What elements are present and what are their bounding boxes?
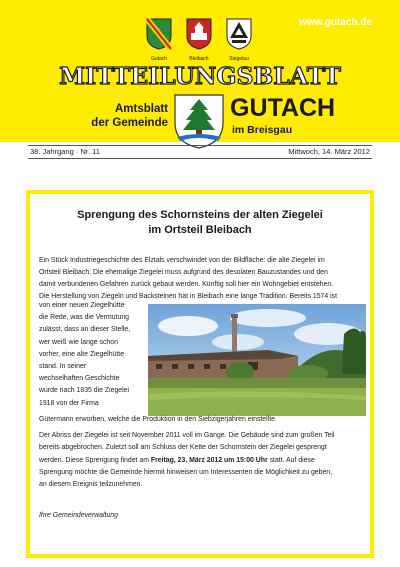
wrapped-line: die Rede, was die Vermutung xyxy=(39,314,130,322)
wrapped-line: vorher, eine alte Ziegelhütte xyxy=(39,350,125,358)
paragraph-3-text: statt. Auf diese xyxy=(267,456,315,464)
paragraph-3-line-date xyxy=(39,455,334,467)
paragraph-3-text: werden. Diese Sprengung findet am xyxy=(39,456,151,464)
wrapped-line: 1918 von der Firma xyxy=(39,399,99,407)
wrapped-line: wechselhaften Geschichte xyxy=(39,375,120,383)
wrapped-line: stand. In seiner xyxy=(39,363,87,371)
headline-line-1: Sprengung des Schornsteins der alten Ziegelei xyxy=(77,209,323,221)
blast-date-time: Freitag, 23. März 2012 um 15:00 Uhr xyxy=(150,456,268,464)
fir-tree-crest-icon xyxy=(172,93,226,149)
wrapped-line: wurde nach 1835 die Ziegelei xyxy=(39,387,130,395)
paragraph-1-line: Ein Stück Industriegeschichte des Elztals verschwindet von der Bildfläche: die alte Ziegelei im xyxy=(39,257,325,264)
ziegelei-photo xyxy=(148,304,366,416)
signature: Ihre Gemeindeverwaltung xyxy=(39,512,118,519)
article-headline xyxy=(30,208,370,238)
headline-line-2: im Ortsteil Bleibach xyxy=(148,224,252,236)
masthead-banner xyxy=(0,0,400,142)
wrapped-line: zulässt, dass an dieser Stelle, xyxy=(39,326,131,334)
article-box xyxy=(26,190,374,558)
paragraph-1 xyxy=(39,255,333,291)
meta-rule-bottom xyxy=(28,158,372,159)
crest-label-bleibach: Bleibach xyxy=(189,56,209,62)
gutach-crest-icon xyxy=(146,18,172,50)
town-subtitle: im Breisgau xyxy=(232,124,293,136)
issue-number: 38. Jahrgang · Nr. 11 xyxy=(30,147,100,156)
bleibach-crest-icon xyxy=(186,18,212,50)
wrapped-line: von einer neuen Ziegelhütte xyxy=(39,302,125,309)
masthead-title: MITTEILUNGSBLATT xyxy=(59,62,341,90)
website-url[interactable]: www.gutach.de xyxy=(299,17,372,28)
amtsblatt-line-2: der Gemeinde xyxy=(91,117,168,129)
paragraph-3 xyxy=(39,430,334,491)
paragraph-2-first-line: Die Herstellung von Ziegeln und Backsteinen hat in Bleibach eine lange Tradition. Bereits 1574 ist xyxy=(39,293,338,300)
paragraph-1-line: damit verbundenen Gefahren zurück gebaut werden. Künftig soll hier ein Wohngebiet entstehen. xyxy=(39,281,334,288)
crest-label-gutach: Gutach xyxy=(150,56,168,62)
paragraph-3-line: Der Abriss der Ziegelei ist seit November 2011 voll im Gange. Die Gebäude sind zum großen Teil xyxy=(39,432,335,439)
paragraph-3-line: Sprengung möchte die Gemeinde hiermit hinweisen um Interessenten die Möglichkeit zu geben, xyxy=(39,468,333,476)
crest-label-siegelau: Siegelau xyxy=(229,56,249,62)
paragraph-1-line: Ortsteil Bleibach. Die ehemalige Ziegelei muss aufgrund des desolaten Bauzustandes und den xyxy=(39,269,328,276)
amtsblatt-label xyxy=(91,102,168,130)
wrapped-line: wer weiß wie lange schon xyxy=(39,338,118,346)
paragraph-2-last-line: Gütermann erworben, welche die Produktion in den Siebzigerjahren einstellte. xyxy=(39,416,277,423)
meta-rule-top xyxy=(28,145,372,146)
issue-date: Mittwoch, 14. März 2012 xyxy=(288,147,370,156)
paragraph-3-line: bereits abgebrochen. Zuletzt soll am Schluss der Kette der Schornstein der Ziegelei gesprengt xyxy=(39,444,327,452)
siegelau-crest-icon xyxy=(226,18,252,50)
paragraph-3-line: an diesem Ereignis teilzunehmen. xyxy=(39,481,143,489)
amtsblatt-line-1: Amtsblatt xyxy=(114,103,168,115)
paragraph-2-wrapped xyxy=(39,300,147,410)
town-name: GUTACH xyxy=(230,94,336,122)
